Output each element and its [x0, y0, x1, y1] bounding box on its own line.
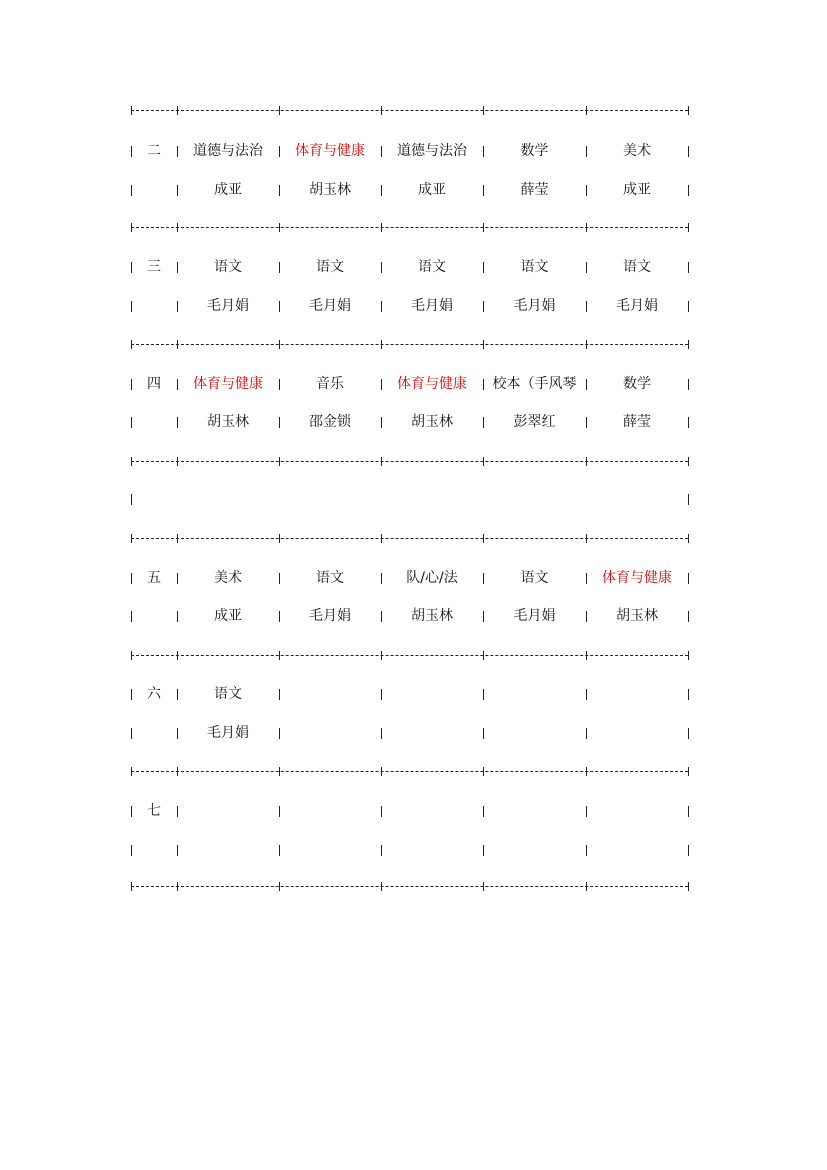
subject-cell	[177, 801, 279, 821]
table-rule	[131, 110, 688, 111]
rule-junction	[586, 534, 587, 543]
subject-cell: 语文	[418, 259, 446, 275]
rule-junction	[688, 457, 689, 466]
rule-junction	[177, 223, 178, 232]
teacher-cell: 胡玉林	[616, 608, 658, 624]
subject-cell: 语文	[316, 570, 344, 586]
table-rule	[131, 538, 688, 539]
subject-cell: 音乐	[316, 376, 344, 392]
rule-junction	[688, 534, 689, 543]
period-label: 三	[147, 259, 161, 275]
teacher-cell: 毛月娟	[309, 298, 351, 314]
subject-cell: 数学	[623, 376, 651, 392]
rule-junction	[131, 457, 132, 466]
subject-cell: 语文	[214, 259, 242, 275]
rule-junction	[586, 767, 587, 776]
column-divider	[131, 185, 132, 196]
column-divider	[688, 689, 689, 700]
period-label: 四	[147, 376, 161, 392]
column-divider	[688, 728, 689, 739]
rule-junction	[688, 882, 689, 891]
period-label: 二	[147, 143, 161, 159]
column-divider	[131, 728, 132, 739]
rule-junction	[688, 767, 689, 776]
rule-junction	[688, 223, 689, 232]
rule-junction	[177, 651, 178, 660]
column-divider	[688, 379, 689, 390]
teacher-cell	[279, 840, 381, 860]
teacher-cell: 邵金锁	[309, 414, 351, 430]
subject-cell: 语文	[316, 259, 344, 275]
column-divider	[688, 494, 689, 505]
rule-junction	[381, 534, 382, 543]
column-divider	[131, 301, 132, 312]
column-divider	[131, 611, 132, 622]
subject-cell: 体育与健康	[193, 376, 263, 392]
rule-junction	[483, 340, 484, 349]
rule-junction	[279, 340, 280, 349]
rule-junction	[177, 534, 178, 543]
teacher-cell: 毛月娟	[411, 298, 453, 314]
rule-junction	[177, 767, 178, 776]
rule-junction	[279, 457, 280, 466]
rule-junction	[177, 340, 178, 349]
table-rule	[131, 886, 688, 887]
subject-cell: 语文	[214, 686, 242, 702]
teacher-cell: 薛莹	[623, 414, 651, 430]
rule-junction	[177, 457, 178, 466]
column-divider	[688, 417, 689, 428]
rule-junction	[483, 651, 484, 660]
subject-cell: 体育与健康	[602, 570, 672, 586]
subject-cell	[279, 801, 381, 821]
teacher-cell: 薛莹	[520, 182, 549, 198]
rule-junction	[131, 223, 132, 232]
column-divider	[688, 262, 689, 273]
rule-junction	[279, 651, 280, 660]
subject-cell: 体育与健康	[397, 376, 467, 392]
teacher-cell: 胡玉林	[411, 608, 453, 624]
column-divider	[688, 845, 689, 856]
teacher-cell	[483, 723, 586, 743]
column-divider	[688, 573, 689, 584]
subject-cell	[279, 684, 381, 704]
teacher-cell	[381, 723, 483, 743]
subject-cell: 语文	[623, 259, 651, 275]
rule-junction	[279, 882, 280, 891]
rule-junction	[586, 457, 587, 466]
subject-cell: 道德与法治	[193, 143, 263, 159]
column-divider	[131, 845, 132, 856]
teacher-cell: 毛月娟	[207, 725, 249, 741]
teacher-cell: 毛月娟	[616, 298, 658, 314]
rule-junction	[177, 106, 178, 115]
rule-junction	[381, 106, 382, 115]
period-label: 五	[147, 570, 161, 586]
rule-junction	[381, 767, 382, 776]
rule-junction	[483, 223, 484, 232]
rule-junction	[381, 223, 382, 232]
teacher-cell	[483, 840, 586, 860]
teacher-cell: 彭翠红	[513, 414, 556, 430]
column-divider	[688, 146, 689, 157]
teacher-cell: 胡玉林	[207, 414, 249, 430]
rule-junction	[381, 340, 382, 349]
rule-junction	[688, 651, 689, 660]
rule-junction	[131, 882, 132, 891]
teacher-cell: 胡玉林	[309, 182, 351, 198]
rule-junction	[586, 223, 587, 232]
column-divider	[688, 185, 689, 196]
subject-cell: 语文	[520, 570, 549, 586]
rule-junction	[381, 457, 382, 466]
rule-junction	[483, 106, 484, 115]
subject-cell: 道德与法治	[397, 143, 467, 159]
rule-junction	[279, 223, 280, 232]
rule-junction	[131, 106, 132, 115]
teacher-cell	[586, 840, 688, 860]
rule-junction	[381, 651, 382, 660]
rule-junction	[483, 534, 484, 543]
subject-cell: 美术	[214, 570, 242, 586]
teacher-cell: 成亚	[418, 182, 446, 198]
period-label: 六	[147, 686, 161, 702]
subject-cell	[483, 684, 586, 704]
column-divider	[688, 806, 689, 817]
subject-cell	[483, 801, 586, 821]
subject-cell: 语文	[520, 259, 549, 275]
teacher-cell	[279, 723, 381, 743]
rule-junction	[688, 340, 689, 349]
teacher-cell: 成亚	[214, 182, 242, 198]
teacher-cell	[177, 840, 279, 860]
teacher-cell: 成亚	[623, 182, 651, 198]
rule-junction	[177, 882, 178, 891]
teacher-cell: 成亚	[214, 608, 242, 624]
rule-junction	[586, 340, 587, 349]
teacher-cell: 胡玉林	[411, 414, 453, 430]
teacher-cell	[381, 840, 483, 860]
rule-junction	[483, 457, 484, 466]
teacher-cell: 毛月娟	[513, 298, 556, 314]
rule-junction	[131, 340, 132, 349]
column-divider	[688, 301, 689, 312]
period-label: 七	[147, 803, 161, 819]
teacher-cell: 毛月娟	[207, 298, 249, 314]
rule-junction	[586, 651, 587, 660]
rule-junction	[279, 767, 280, 776]
column-divider	[131, 417, 132, 428]
rule-junction	[131, 534, 132, 543]
subject-cell: 校本（手风琴	[492, 376, 577, 392]
subject-cell	[381, 801, 483, 821]
subject-cell	[381, 684, 483, 704]
rule-junction	[483, 882, 484, 891]
column-divider	[131, 494, 132, 505]
subject-cell: 美术	[623, 143, 651, 159]
rule-junction	[279, 106, 280, 115]
table-rule	[131, 655, 688, 656]
table-rule	[131, 461, 688, 462]
table-rule	[131, 344, 688, 345]
teacher-cell: 毛月娟	[513, 608, 556, 624]
table-rule	[131, 227, 688, 228]
rule-junction	[483, 767, 484, 776]
subject-cell	[586, 801, 688, 821]
teacher-cell	[586, 723, 688, 743]
table-rule	[131, 771, 688, 772]
subject-cell: 数学	[520, 143, 549, 159]
rule-junction	[279, 534, 280, 543]
subject-cell: 队/心/法	[406, 570, 458, 586]
column-divider	[688, 611, 689, 622]
rule-junction	[131, 767, 132, 776]
rule-junction	[131, 651, 132, 660]
rule-junction	[381, 882, 382, 891]
rule-junction	[688, 106, 689, 115]
teacher-cell: 毛月娟	[309, 608, 351, 624]
subject-cell	[586, 684, 688, 704]
rule-junction	[586, 882, 587, 891]
subject-cell: 体育与健康	[295, 143, 365, 159]
rule-junction	[586, 106, 587, 115]
